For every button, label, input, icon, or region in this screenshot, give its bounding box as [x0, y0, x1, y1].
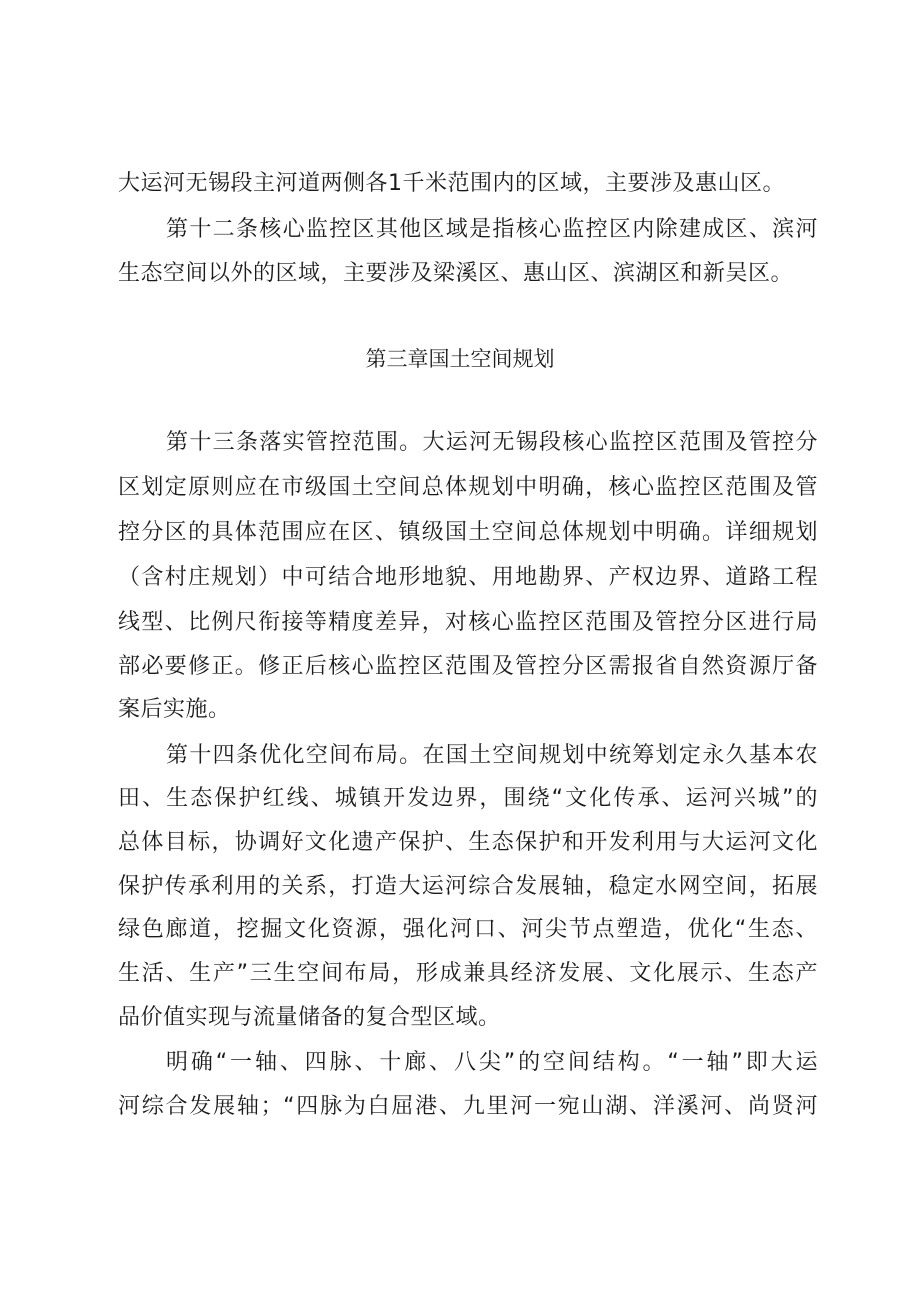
chapter-title: 第三章国土空间规划	[365, 347, 555, 371]
text-line: 线型、比例尺衔接等精度差异，对核心监控区范围及管控分区进行局	[118, 610, 818, 635]
text-line: 田、生态保护红线、城镇开发边界，围绕“文化传承、运河兴城”的	[118, 786, 818, 811]
text-line: 明确“一轴、四脉、十廊、八尖”的空间结构。“一轴”即大运	[166, 1050, 818, 1075]
text-line: 区划定原则应在市级国土空间总体规划中明确，核心监控区范围及管	[118, 475, 818, 500]
text-line: 第十二条核心监控区其他区域是指核心监控区内除建成区、滨河	[166, 217, 818, 242]
text-line: 第十三条落实管控范围。大运河无锡段核心监控区范围及管控分	[166, 430, 818, 455]
text-line: 河综合发展轴；“四脉为白屈港、九里河一宛山湖、洋溪河、尚贤河	[118, 1094, 818, 1119]
text-line: 生活、生产”三生空间布局，形成兼具经济发展、文化展示、生态产	[118, 961, 818, 986]
text-line: 第十四条优化空间布局。在国土空间规划中统筹划定永久基本农	[166, 743, 818, 768]
text-line: 大运河无锡段主河道两侧各1千米范围内的区域，主要涉及惠山区。	[118, 171, 785, 196]
text-line: 品价值实现与流量储备的复合型区域。	[118, 1005, 501, 1030]
text-line: 保护传承利用的关系，打造大运河综合发展轴，稳定水网空间，拓展	[118, 874, 818, 899]
text-line: 控分区的具体范围应在区、镇级国土空间总体规划中明确。详细规划	[118, 520, 818, 545]
text-line: 总体目标，协调好文化遗产保护、生态保护和开发利用与大运河文化	[118, 830, 818, 855]
text-line: 绿色廊道，挖掘文化资源，强化河口、河尖节点塑造，优化“生态、	[118, 917, 818, 942]
text-line: 部必要修正。修正后核心监控区范围及管控分区需报省自然资源厅备	[118, 654, 818, 679]
text-line: （含村庄规划）中可结合地形地貌、用地勘界、产权边界、道路工程	[118, 565, 818, 590]
text-line: 案后实施。	[118, 697, 231, 722]
text-line: 生态空间以外的区域，主要涉及梁溪区、惠山区、滨湖区和新吴区。	[118, 261, 794, 286]
